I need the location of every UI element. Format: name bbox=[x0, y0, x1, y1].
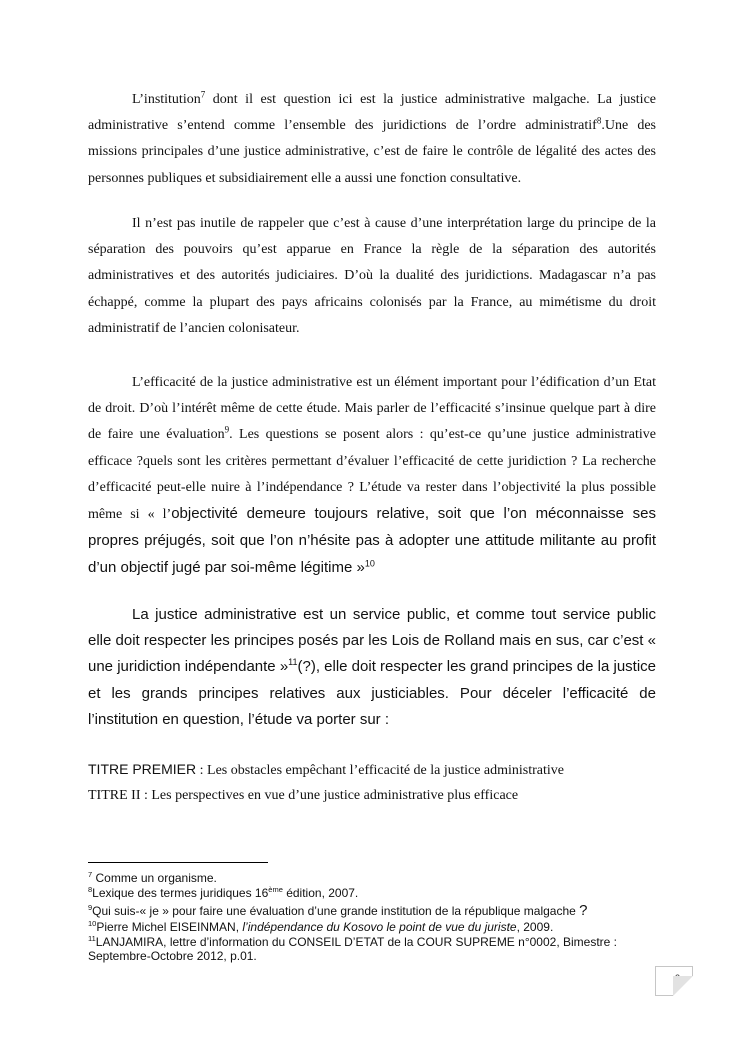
footnote-8 bbox=[88, 886, 668, 900]
p1-text-a: L’institution bbox=[132, 92, 201, 107]
footnote-8-number: 8 bbox=[88, 885, 93, 894]
footnote-11-line-2: Septembre-Octobre 2012, p.01. bbox=[88, 949, 257, 963]
titre-premier-label: TITRE PREMIER bbox=[88, 761, 197, 777]
footnote-9-number: 9 bbox=[88, 903, 93, 912]
footnote-10-title: l’indépendance du Kosovo le point de vue du juriste bbox=[242, 920, 517, 934]
p2-text: Il n’est pas inutile de rappeler que c’est à cause d’une interprétation large du principe de la séparation des pouvoirs qu’est apparue en France la règle de la séparation des autorités administratives et des autorités judiciaires. D’où la dualité des juridictions. Madagascar n’a pas échappé, comme la plupart des pays africains colonisés par la France, au mimétisme du droit administratif de l’ancien colonisateur. bbox=[88, 216, 656, 336]
paragraph-institution bbox=[88, 87, 656, 192]
p3-quote: objectivité demeure toujours relative, soit que l’on méconnaisse ses propres préjugés, soit que l’on n’hésite pas à adopter une attitude militante au profit d’un objectif jugé par soi-même légitime » bbox=[88, 505, 656, 577]
paragraph-efficacite bbox=[88, 370, 656, 583]
footnote-11 bbox=[88, 935, 668, 963]
footnote-10-number: 10 bbox=[88, 919, 97, 928]
footnote-11-line-1: LANJAMIRA, lettre d’information du CONSEIL D’ETAT de la COUR SUPREME n°0002, Bimestre : bbox=[95, 935, 617, 949]
footnote-7-text: Comme un organisme. bbox=[92, 871, 217, 885]
footnote-10-author: Pierre Michel EISEINMAN, bbox=[96, 920, 243, 934]
paragraph-service-public bbox=[88, 602, 656, 733]
titre-deux-label: TITRE II bbox=[88, 788, 141, 803]
titre-deux bbox=[88, 788, 518, 804]
titre-deux-text: : Les perspectives en vue d’une justice administrative plus efficace bbox=[140, 788, 519, 803]
p3-text-a: L’efficacité de la justice administrative est un élément important pour l’édification d’un Etat de droit. D’où l’intérêt même de cette étude. Mais parler de l’efficacité s’insinue quelque part à dire de faire une évaluation bbox=[88, 375, 656, 443]
footnote-ref-7[interactable]: 7 bbox=[200, 89, 206, 100]
p4-text-a: La justice administrative est un service public, et comme tout service public elle doit respecter les principes posés par les Lois de Rolland mais en sus, car c’est « une juridiction indépendante » bbox=[88, 606, 656, 676]
footnote-9-text: Qui suis-« je » pour faire une évaluation d’une grande institution de la république malgache bbox=[92, 904, 580, 918]
footnote-9-question-mark: ? bbox=[579, 902, 588, 919]
footnote-8-text-b: édition, 2007. bbox=[282, 886, 359, 900]
footnote-8-text-a: Lexique des termes juridiques 16 bbox=[92, 886, 269, 900]
footnote-10 bbox=[88, 920, 668, 934]
titre-premier-text: : Les obstacles empêchant l’efficacité de la justice administrative bbox=[196, 763, 564, 778]
p1-text-b: dont il est question ici est la justice administrative malgache. La justice administrative s’entend comme l’ensemble des juridictions de l’ordre administratif bbox=[88, 92, 656, 134]
footnote-7 bbox=[88, 871, 668, 885]
footnote-ref-9[interactable]: 9 bbox=[224, 424, 230, 435]
footnote-7-number: 7 bbox=[88, 870, 93, 879]
paragraph-separation bbox=[88, 211, 656, 342]
page-number-box bbox=[655, 966, 693, 996]
page-number: 2 bbox=[674, 973, 680, 983]
footnote-ref-10[interactable]: 10 bbox=[364, 558, 375, 569]
p4-text-b: (?), elle doit respecter les grand principes de la justice et les grands principes relatives aux justiciables. Pour déceler l’efficacité de l’institution en question, l’étude va porter sur : bbox=[88, 658, 657, 728]
p3-text-b: . Les questions se posent alors : qu’est-ce qu’une justice administrative efficace ?quels sont les critères permettant d’évaluer l’efficacité de cette juridiction ? La recherche d’efficacité peut-elle nuire à l’indépendance ? L’étude va rester dans l’objectivité la plus possible même si « l’ bbox=[88, 427, 656, 523]
titre-premier bbox=[88, 761, 564, 779]
page-fold-icon bbox=[673, 976, 693, 996]
footnote-8-ordinal: ème bbox=[268, 885, 283, 894]
footnote-ref-11[interactable]: 11 bbox=[288, 657, 298, 668]
p1-text-c: .Une des missions principales d’une justice administrative, c’est de faire le contrôle de légalité des actes des personnes publiques et subsidiairement elle a aussi une fonction consultative. bbox=[88, 118, 656, 186]
footnote-ref-8[interactable]: 8 bbox=[596, 115, 602, 126]
footnote-separator bbox=[88, 862, 268, 863]
footnote-9 bbox=[88, 904, 668, 918]
footnote-10-year: , 2009. bbox=[516, 920, 554, 934]
footnote-11-number: 11 bbox=[88, 934, 96, 943]
